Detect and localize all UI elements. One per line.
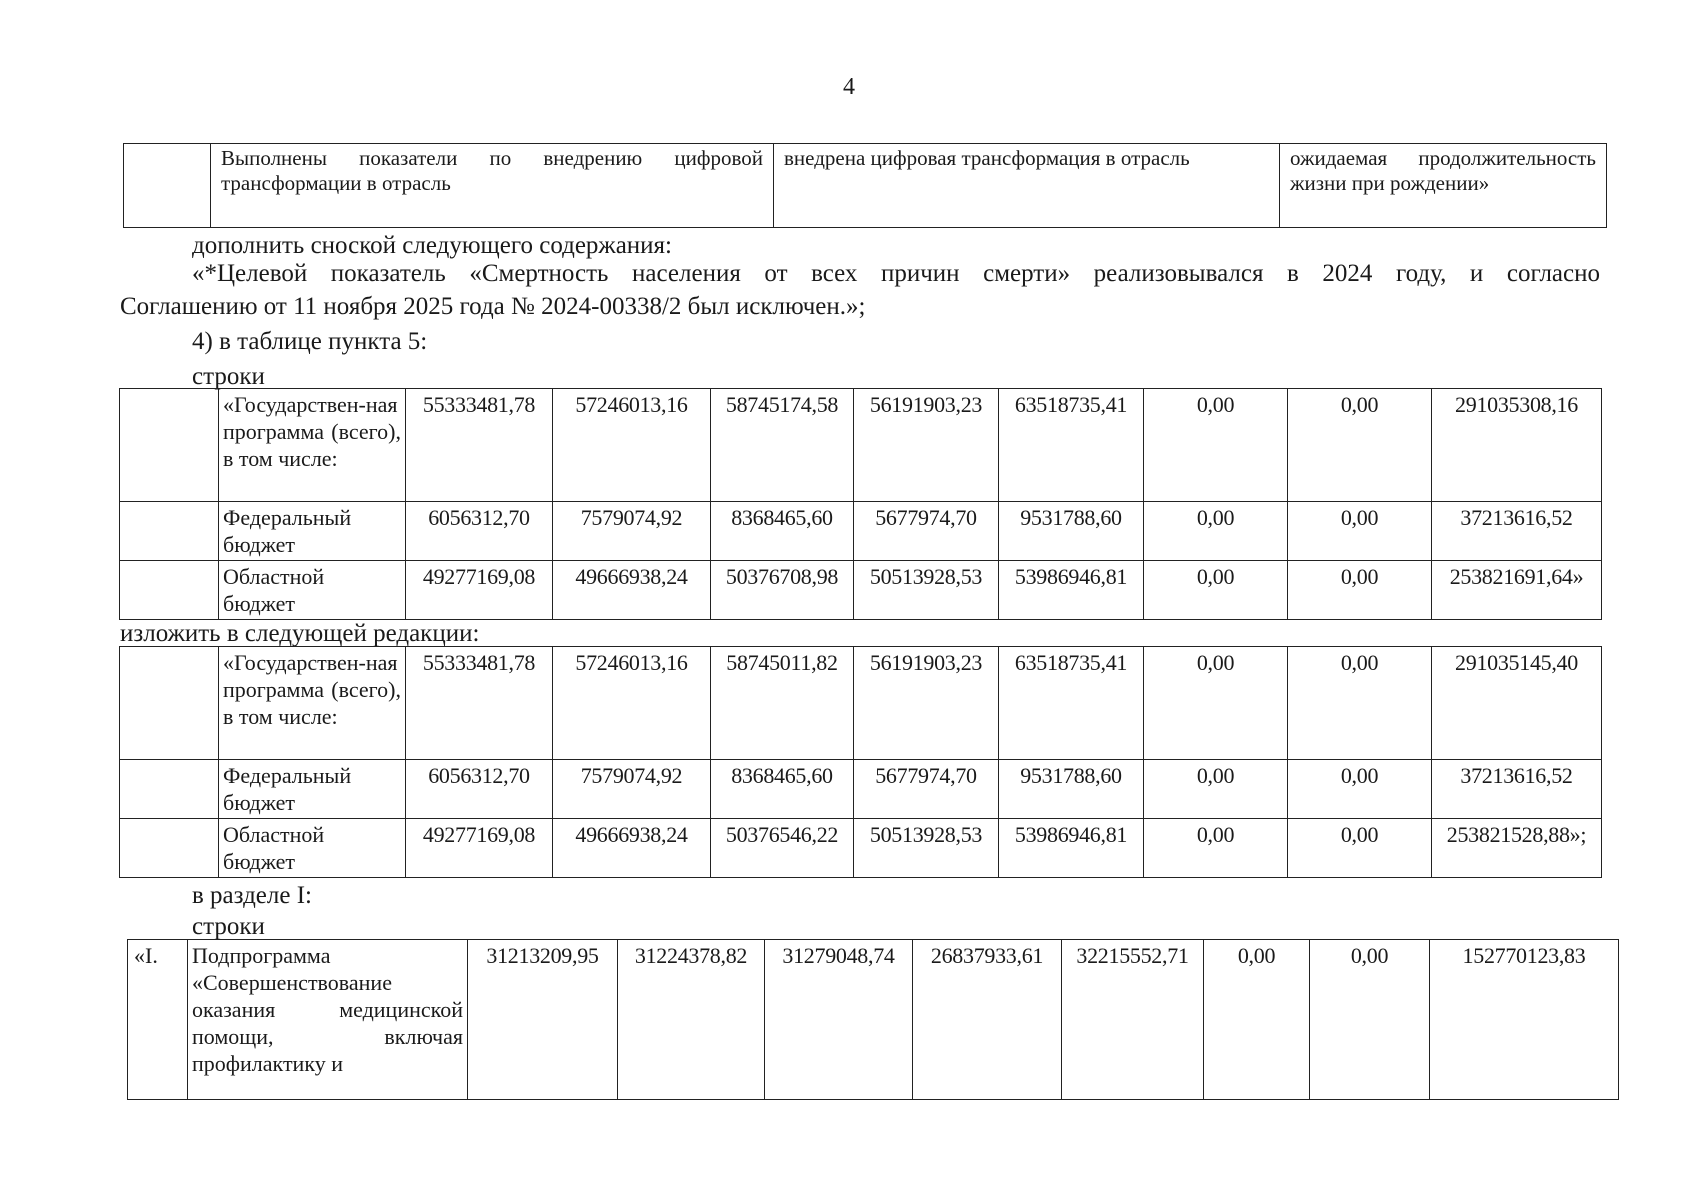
row-label: Подпрограмма «Совершенствование оказания медицинской помощи, включая профилактику и [188,940,468,1100]
cell-value: 49277169,08 [406,561,553,620]
row-label: Областной бюджет [219,819,406,878]
cell-value: 253821528,88»; [1432,819,1602,878]
table-row [120,561,1602,620]
row-label: «Государствен-ная программа (всего), в том числе: [219,389,406,502]
cell-value: 7579074,92 [553,760,711,819]
paragraph-rows-label-2: строки [192,913,265,940]
cell-value: 9531788,60 [999,502,1144,561]
top-table-col3: ожидаемая продолжительность жизни при рождении» [1280,144,1607,228]
top-table [123,143,1607,228]
cell-value: 37213616,52 [1432,760,1602,819]
row-number: «I. [128,940,188,1100]
top-table-empty-cell [124,144,211,228]
cell-value: 0,00 [1144,561,1288,620]
cell-value: 7579074,92 [553,502,711,561]
cell-value: 0,00 [1288,760,1432,819]
cell-value: 0,00 [1144,389,1288,502]
cell-value: 5677974,70 [854,502,999,561]
cell-value: 0,00 [1288,502,1432,561]
cell-value: 0,00 [1288,389,1432,502]
cell-value: 57246013,16 [553,647,711,760]
row-label: «Государствен-ная программа (всего), в том числе: [219,647,406,760]
table-row [128,940,1619,1100]
cell-value: 53986946,81 [999,819,1144,878]
cell-value: 0,00 [1288,647,1432,760]
paragraph-section1: в разделе I: [192,882,312,909]
cell-value: 5677974,70 [854,760,999,819]
cell-value: 152770123,83 [1430,940,1619,1100]
cell-value: 8368465,60 [711,502,854,561]
cell-value: 63518735,41 [999,389,1144,502]
cell-value: 26837933,61 [913,940,1062,1100]
page-number: 4 [843,74,855,100]
cell-value: 50513928,53 [854,561,999,620]
row-label: Областной бюджет [219,561,406,620]
cell-value: 56191903,23 [854,389,999,502]
cell-value: 291035308,16 [1432,389,1602,502]
cell-value: 0,00 [1144,760,1288,819]
cell-value: 0,00 [1204,940,1310,1100]
cell-value: 49277169,08 [406,819,553,878]
row-label: Федеральный бюджет [219,760,406,819]
table-row [120,502,1602,561]
cell-value: 8368465,60 [711,760,854,819]
cell-value: 31279048,74 [765,940,913,1100]
cell-value: 0,00 [1144,502,1288,561]
cell-value: 9531788,60 [999,760,1144,819]
top-table-col2: внедрена цифровая трансформация в отрасль [774,144,1280,228]
cell-value: 0,00 [1144,819,1288,878]
paragraph-footnote-intro: дополнить сноской следующего содержания: [192,232,673,259]
paragraph-new-edition: изложить в следующей редакции: [120,620,480,647]
table-row [120,647,1602,760]
paragraph-item4: 4) в таблице пункта 5: [192,328,428,355]
paragraph-rows-label: строки [192,363,265,390]
table-row [120,760,1602,819]
cell-value: 55333481,78 [406,389,553,502]
cell-value: 0,00 [1288,561,1432,620]
cell-value: 53986946,81 [999,561,1144,620]
table-new-values [119,646,1602,878]
cell-value: 49666938,24 [553,819,711,878]
cell-value: 56191903,23 [854,647,999,760]
cell-value: 57246013,16 [553,389,711,502]
cell-value: 291035145,40 [1432,647,1602,760]
cell-value: 6056312,70 [406,502,553,561]
cell-value: 49666938,24 [553,561,711,620]
table-subprogram [127,939,1619,1100]
cell-value: 31224378,82 [618,940,765,1100]
top-table-col1: Выполнены показатели по внедрению цифровой трансформации в отрасль [211,144,774,228]
cell-value: 32215552,71 [1062,940,1204,1100]
cell-value: 58745011,82 [711,647,854,760]
cell-value: 50513928,53 [854,819,999,878]
cell-value: 50376546,22 [711,819,854,878]
paragraph-footnote-line2: Соглашению от 11 ноября 2025 года № 2024-00338/2 был исключен.»; [120,293,866,320]
row-label: Федеральный бюджет [219,502,406,561]
cell-value: 0,00 [1144,647,1288,760]
cell-value: 0,00 [1288,819,1432,878]
table-row [120,389,1602,502]
cell-value: 50376708,98 [711,561,854,620]
cell-value: 55333481,78 [406,647,553,760]
table-old-values [119,388,1602,620]
cell-value: 6056312,70 [406,760,553,819]
table-row [120,819,1602,878]
cell-value: 253821691,64» [1432,561,1602,620]
cell-value: 31213209,95 [468,940,618,1100]
paragraph-footnote-line1: «*Целевой показатель «Смертность населения от всех причин смерти» реализовывался в 2024 году, и согласно [192,260,1600,287]
cell-value: 37213616,52 [1432,502,1602,561]
cell-value: 63518735,41 [999,647,1144,760]
cell-value: 58745174,58 [711,389,854,502]
cell-value: 0,00 [1310,940,1430,1100]
